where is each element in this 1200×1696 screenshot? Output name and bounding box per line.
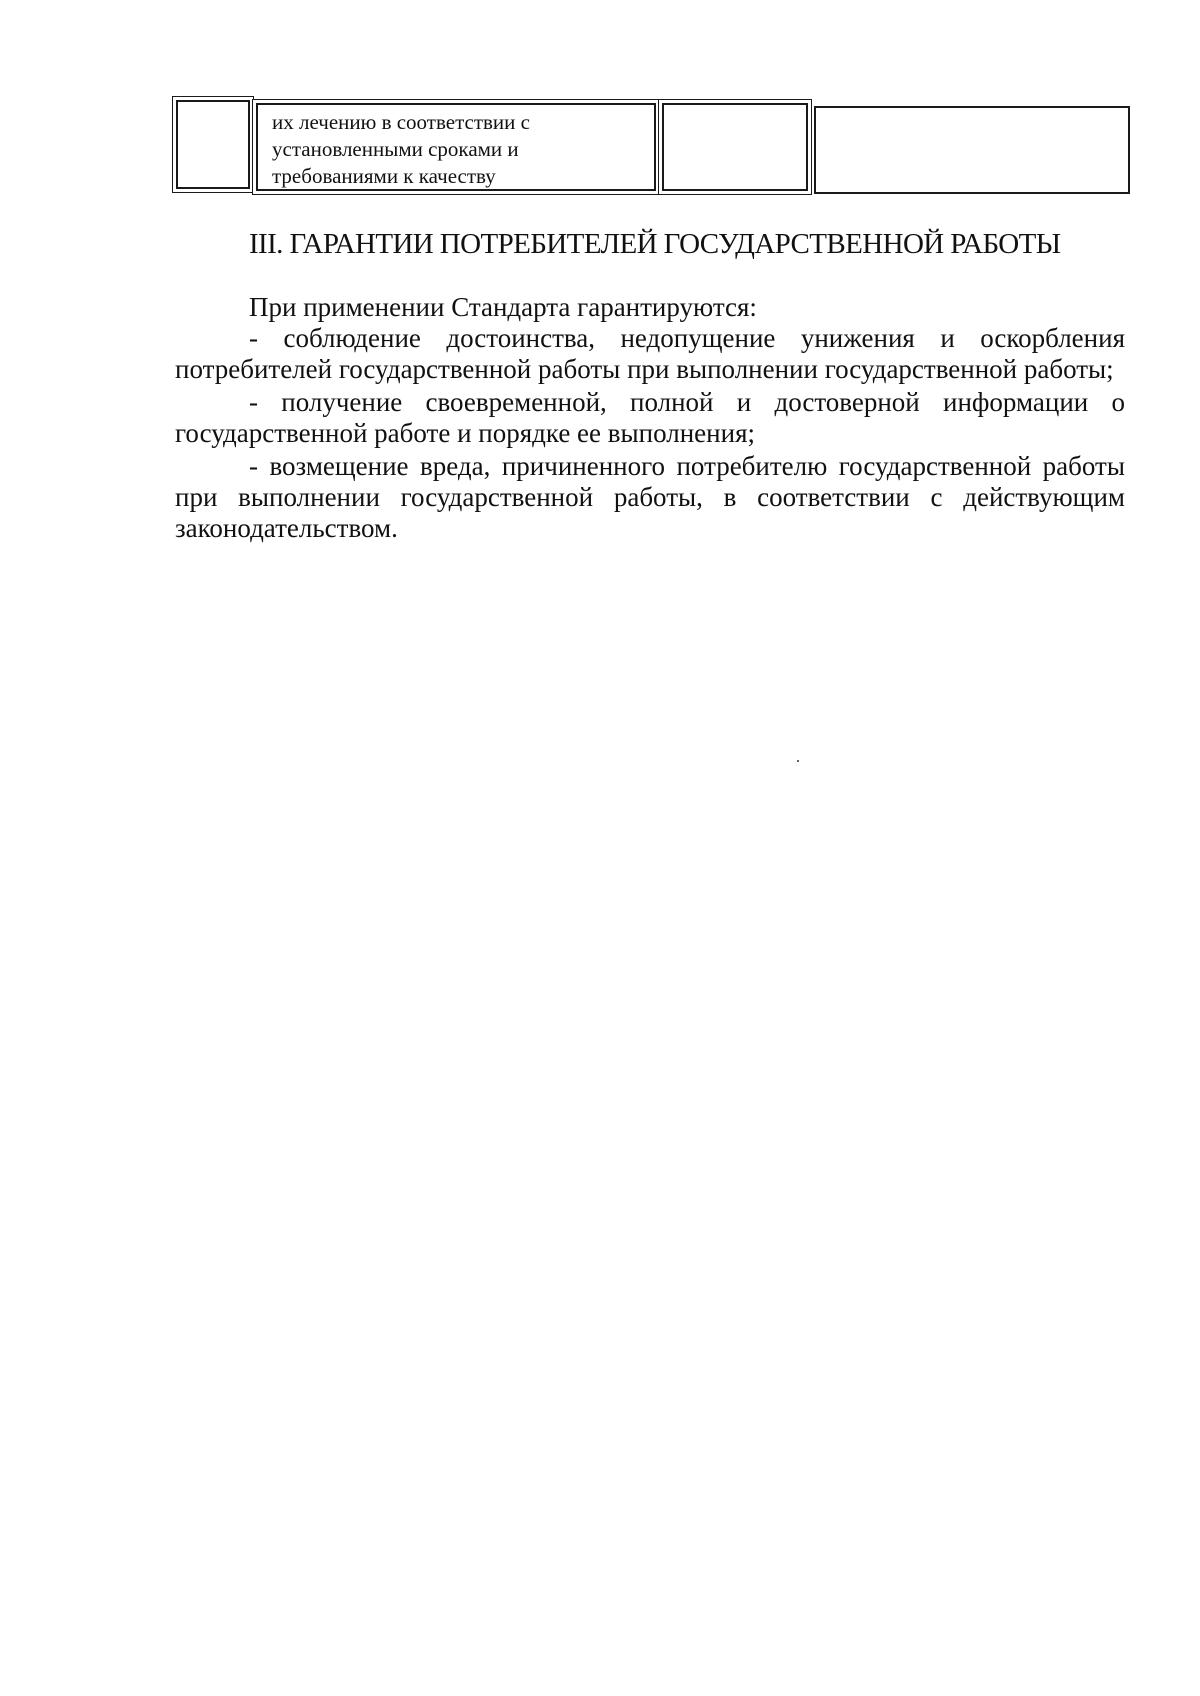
table-cell-empty bbox=[662, 103, 808, 191]
table-cell-description bbox=[256, 103, 656, 191]
scan-speck bbox=[797, 760, 799, 762]
section-body bbox=[175, 292, 1125, 546]
guarantee-item: - возмещение вреда, причиненного потребителю государственной работы при выполнении государственной работы, в соответствии с действующим законодательством. bbox=[175, 451, 1125, 543]
table-cell-empty bbox=[814, 106, 1130, 194]
section-intro: При применении Стандарта гарантируются: bbox=[249, 292, 757, 322]
table-cell-line: установленными сроками и bbox=[272, 137, 519, 161]
guarantee-item: - соблюдение достоинства, недопущение унижения и оскорбления потребителей государственной работы при выполнении государственной работы; bbox=[175, 323, 1125, 384]
table-cell-line: их лечению в соответствии с bbox=[272, 110, 530, 134]
table-cell-number bbox=[176, 100, 250, 189]
guarantee-item: - получение своевременной, полной и достоверной информации о государственной работе и порядке ее выполнения; bbox=[175, 387, 1125, 448]
section-heading: III. ГАРАНТИИ ПОТРЕБИТЕЛЕЙ ГОСУДАРСТВЕННОЙ РАБОТЫ bbox=[249, 228, 1061, 260]
table-cell-text bbox=[272, 109, 530, 190]
table-cell-line: требованиями к качеству bbox=[272, 164, 496, 188]
